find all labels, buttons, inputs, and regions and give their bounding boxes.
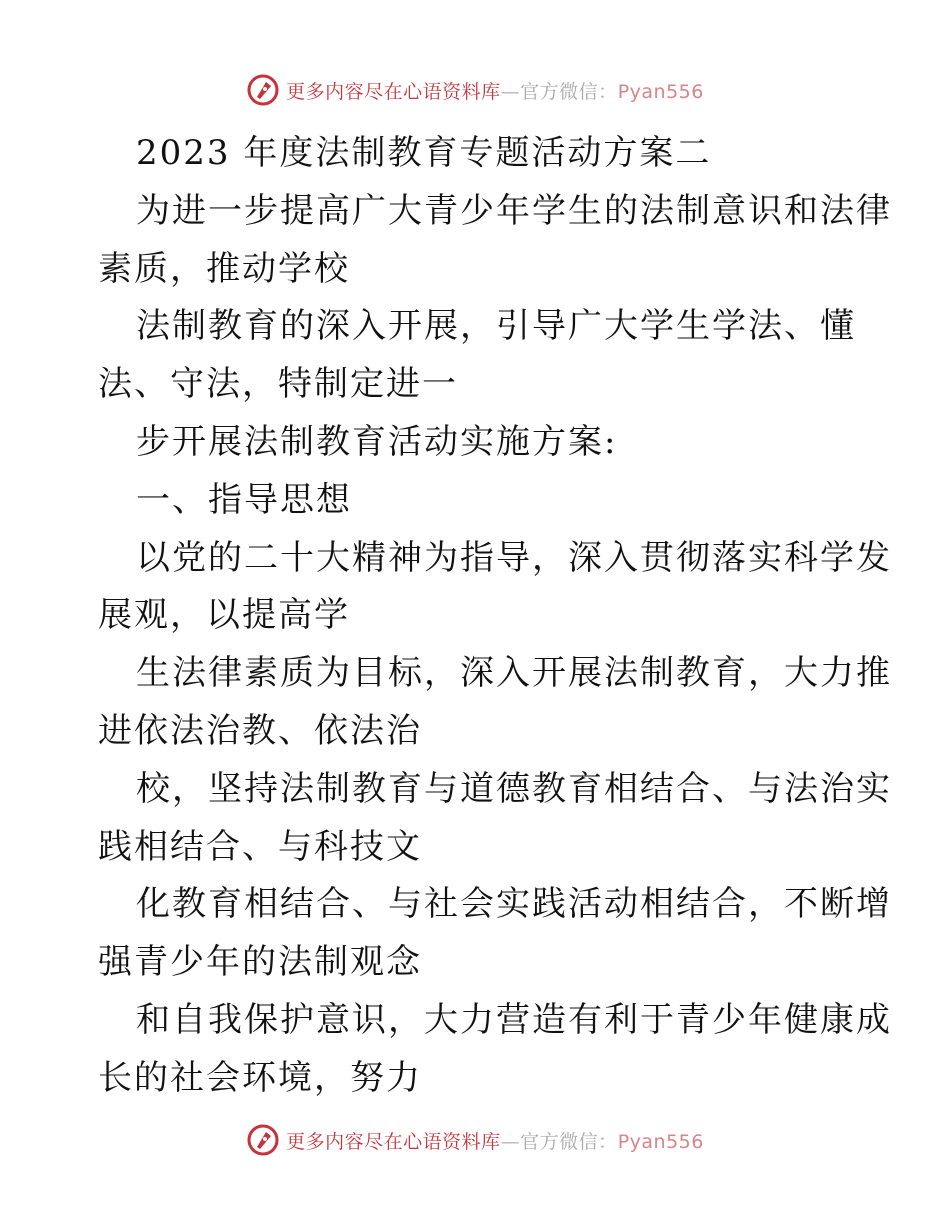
watermark-label: 官方微信： [520,1130,618,1153]
pen-nib-circle-icon [246,1123,280,1157]
paragraph-line: 长的社会环境，努力 [98,1057,422,1098]
paragraph-line: 以党的二十大精神为指导，深入贯彻落实科学发 [136,537,892,578]
paragraph-line: 和自我保护意识，大力营造有利于青少年健康成 [136,999,892,1040]
document-title: 2023 年度法制教育专题活动方案二 [136,133,712,173]
paragraph-line: 法制教育的深入开展，引导广大学生学法、懂 [136,306,856,347]
paragraph-line: 进依法治教、依法治 [98,710,422,751]
watermark-text [286,1127,704,1154]
watermark-dash: — [500,1130,521,1153]
paragraph-line: 践相结合、与科技文 [98,826,422,867]
watermark-site: 更多内容尽在心语资料库 [286,1130,501,1153]
paragraph-line: 生法律素质为目标，深入开展法制教育，大力推 [136,653,892,694]
document-body [98,125,892,1108]
watermark-header [0,70,950,110]
watermark-footer [0,1120,950,1160]
paragraph-line: 素质，推动学校 [98,248,350,289]
paragraph-line: 法、守法，特制定进一 [98,364,458,405]
watermark-label: 官方微信： [520,80,618,103]
watermark-account: Pyan556 [617,1130,704,1153]
paragraph-line: 强青少年的法制观念 [98,942,422,983]
watermark-dash: — [500,80,521,103]
paragraph-line: 展观，以提高学 [98,595,350,636]
paragraph-line: 化教育相结合、与社会实践活动相结合，不断增 [136,884,892,925]
paragraph-line: 步开展法制教育活动实施方案: [136,421,618,462]
paragraph-line: 为进一步提高广大青少年学生的法制意识和法律 [136,190,892,231]
watermark-site: 更多内容尽在心语资料库 [286,80,501,103]
pen-nib-circle-icon [246,73,280,107]
watermark-text [286,77,704,104]
paragraph-line: 一、指导思想 [136,479,352,520]
watermark-account: Pyan556 [617,80,704,103]
paragraph-line: 校，坚持法制教育与道德教育相结合、与法治实 [136,768,892,809]
